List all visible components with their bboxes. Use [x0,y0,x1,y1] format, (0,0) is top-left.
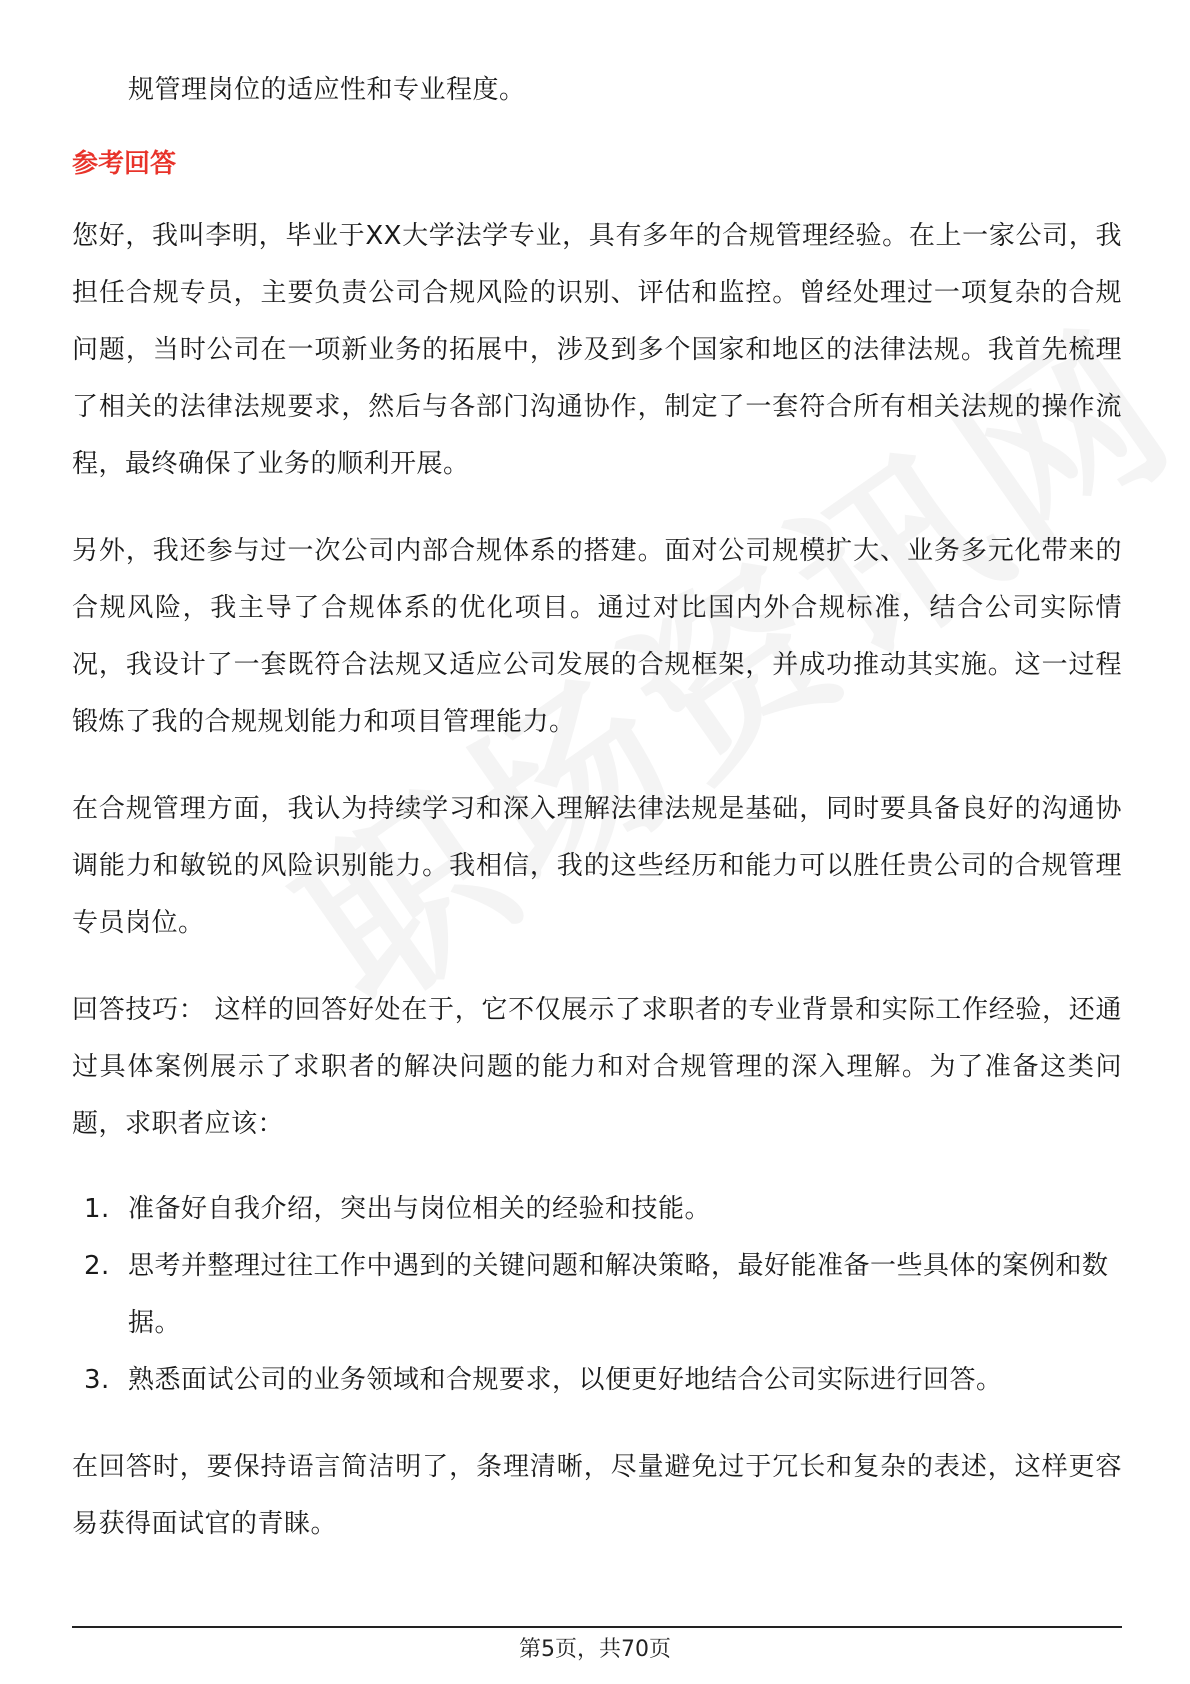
answer-paragraph: 在合规管理方面，我认为持续学习和深入理解法律法规是基础，同时要具备良好的沟通协调能力和敏锐的风险识别能力。我相信，我的这些经历和能力可以胜任贵公司的合规管理专员岗位。 [72,794,1122,938]
list-item-text: 熟悉面试公司的业务领域和合规要求，以便更好地结合公司实际进行回答。 [128,1365,1003,1395]
list-item [72,1238,1122,1352]
closing-paragraph: 在回答时，要保持语言简洁明了，条理清晰，尽量避免过于冗长和复杂的表述，这样更容易获得面试官的青睐。 [72,1452,1122,1539]
page-content [72,62,1122,1583]
answer-paragraph: 另外，我还参与过一次公司内部合规体系的搭建。面对公司规模扩大、业务多元化带来的合规风险，我主导了合规体系的优化项目。通过对比国内外合规标准，结合公司实际情况，我设计了一套既符合法规又适应公司发展的合规框架，并成功推动其实施。这一过程锻炼了我的合规规划能力和项目管理能力。 [72,536,1122,737]
list-item-text: 准备好自我介绍，突出与岗位相关的经验和技能。 [128,1194,712,1224]
tips-intro-paragraph: 回答技巧： 这样的回答好处在于，它不仅展示了求职者的专业背景和实际工作经验，还通过具体案例展示了求职者的解决问题的能力和对合规管理的深入理解。为了准备这类问题，求职者应该： [72,995,1122,1139]
list-item-number: 1. [84,1194,110,1224]
continuation-line: 规管理岗位的适应性和专业程度。 [128,75,526,105]
answer-paragraph: 您好，我叫李明，毕业于XX大学法学专业，具有多年的合规管理经验。在上一家公司，我担任合规专员，主要负责公司合规风险的识别、评估和监控。曾经处理过一项复杂的合规问题，当时公司在一项新业务的拓展中，涉及到多个国家和地区的法律法规。我首先梳理了相关的法律法规要求，然后与各部门沟通协作，制定了一套符合所有相关法规的操作流程，最终确保了业务的顺利开展。 [72,221,1122,479]
section-heading: 参考回答 [72,149,177,179]
tips-list [72,1181,1122,1409]
page-number: 第5页，共70页 [519,1637,671,1662]
list-item-text: 思考并整理过往工作中遇到的关键问题和解决策略，最好能准备一些具体的案例和数据。 [128,1251,1109,1338]
list-item-number: 2. [84,1251,110,1281]
list-item [72,1352,1122,1409]
footer-divider [72,1626,1122,1628]
list-item [72,1181,1122,1238]
list-item-number: 3. [84,1365,110,1395]
